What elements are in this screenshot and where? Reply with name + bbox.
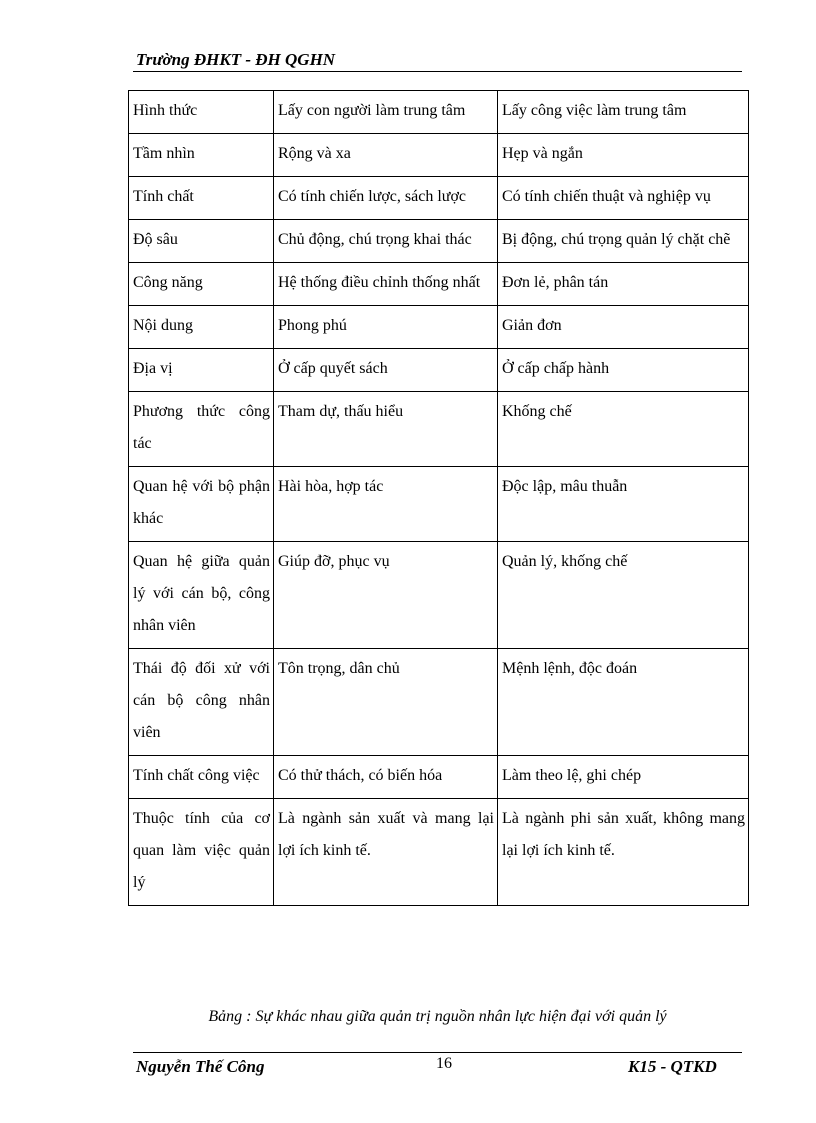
table-row — [129, 91, 749, 134]
modern-cell: Có tính chiến lược, sách lược — [274, 177, 498, 220]
footer-divider — [133, 1052, 742, 1053]
table-row — [129, 467, 749, 542]
criterion-cell: Thuộc tính của cơ quan làm việc quản lý — [129, 799, 274, 906]
modern-cell: Tôn trọng, dân chủ — [274, 649, 498, 756]
criterion-cell: Quan hệ giữa quản lý với cán bộ, công nhân viên — [129, 542, 274, 649]
table-row — [129, 263, 749, 306]
criterion-cell: Phương thức công tác — [129, 392, 274, 467]
footer-author: Nguyễn Thế Công — [136, 1057, 265, 1076]
criterion-cell: Tính chất — [129, 177, 274, 220]
traditional-cell: Làm theo lệ, ghi chép — [498, 756, 749, 799]
traditional-cell: Giản đơn — [498, 306, 749, 349]
traditional-cell: Đơn lẻ, phân tán — [498, 263, 749, 306]
modern-cell: Hệ thống điều chỉnh thống nhất — [274, 263, 498, 306]
traditional-cell: Bị động, chú trọng quản lý chặt chẽ — [498, 220, 749, 263]
modern-cell: Giúp đỡ, phục vụ — [274, 542, 498, 649]
traditional-cell: Độc lập, mâu thuẫn — [498, 467, 749, 542]
table-row — [129, 542, 749, 649]
table-row — [129, 649, 749, 756]
traditional-cell: Là ngành phi sản xuất, không mang lại lợi ích kinh tế. — [498, 799, 749, 906]
modern-cell: Tham dự, thấu hiểu — [274, 392, 498, 467]
criterion-cell: Tính chất công việc — [129, 756, 274, 799]
footer-course: K15 - QTKD — [628, 1057, 717, 1076]
traditional-cell: Khống chế — [498, 392, 749, 467]
header-divider — [133, 71, 742, 72]
criterion-cell: Địa vị — [129, 349, 274, 392]
criterion-cell: Tầm nhìn — [129, 134, 274, 177]
table-caption: Bảng : Sự khác nhau giữa quản trị nguồn nhân lực hiện đại với quản lý — [208, 1008, 667, 1025]
table-row — [129, 306, 749, 349]
table-row — [129, 220, 749, 263]
comparison-table-body — [129, 91, 749, 906]
modern-cell: Là ngành sản xuất và mang lại lợi ích kinh tế. — [274, 799, 498, 906]
modern-cell: Hài hòa, hợp tác — [274, 467, 498, 542]
table-row — [129, 349, 749, 392]
table-row — [129, 134, 749, 177]
modern-cell: Có thử thách, có biến hóa — [274, 756, 498, 799]
criterion-cell: Hình thức — [129, 91, 274, 134]
criterion-cell: Quan hệ với bộ phận khác — [129, 467, 274, 542]
traditional-cell: Mệnh lệnh, độc đoán — [498, 649, 749, 756]
traditional-cell: Lấy công việc làm trung tâm — [498, 91, 749, 134]
comparison-table — [128, 90, 749, 906]
traditional-cell: Ở cấp chấp hành — [498, 349, 749, 392]
modern-cell: Ở cấp quyết sách — [274, 349, 498, 392]
traditional-cell: Có tính chiến thuật và nghiệp vụ — [498, 177, 749, 220]
table-row — [129, 799, 749, 906]
modern-cell: Lấy con người làm trung tâm — [274, 91, 498, 134]
criterion-cell: Công năng — [129, 263, 274, 306]
modern-cell: Chủ động, chú trọng khai thác — [274, 220, 498, 263]
criterion-cell: Độ sâu — [129, 220, 274, 263]
table-row — [129, 392, 749, 467]
table-row — [129, 177, 749, 220]
criterion-cell: Thái độ đối xử với cán bộ công nhân viên — [129, 649, 274, 756]
traditional-cell: Hẹp và ngắn — [498, 134, 749, 177]
criterion-cell: Nội dung — [129, 306, 274, 349]
page-number: 16 — [436, 1055, 452, 1072]
modern-cell: Phong phú — [274, 306, 498, 349]
traditional-cell: Quản lý, khống chế — [498, 542, 749, 649]
modern-cell: Rộng và xa — [274, 134, 498, 177]
table-row — [129, 756, 749, 799]
header-title: Trường ĐHKT - ĐH QGHN — [136, 50, 336, 69]
